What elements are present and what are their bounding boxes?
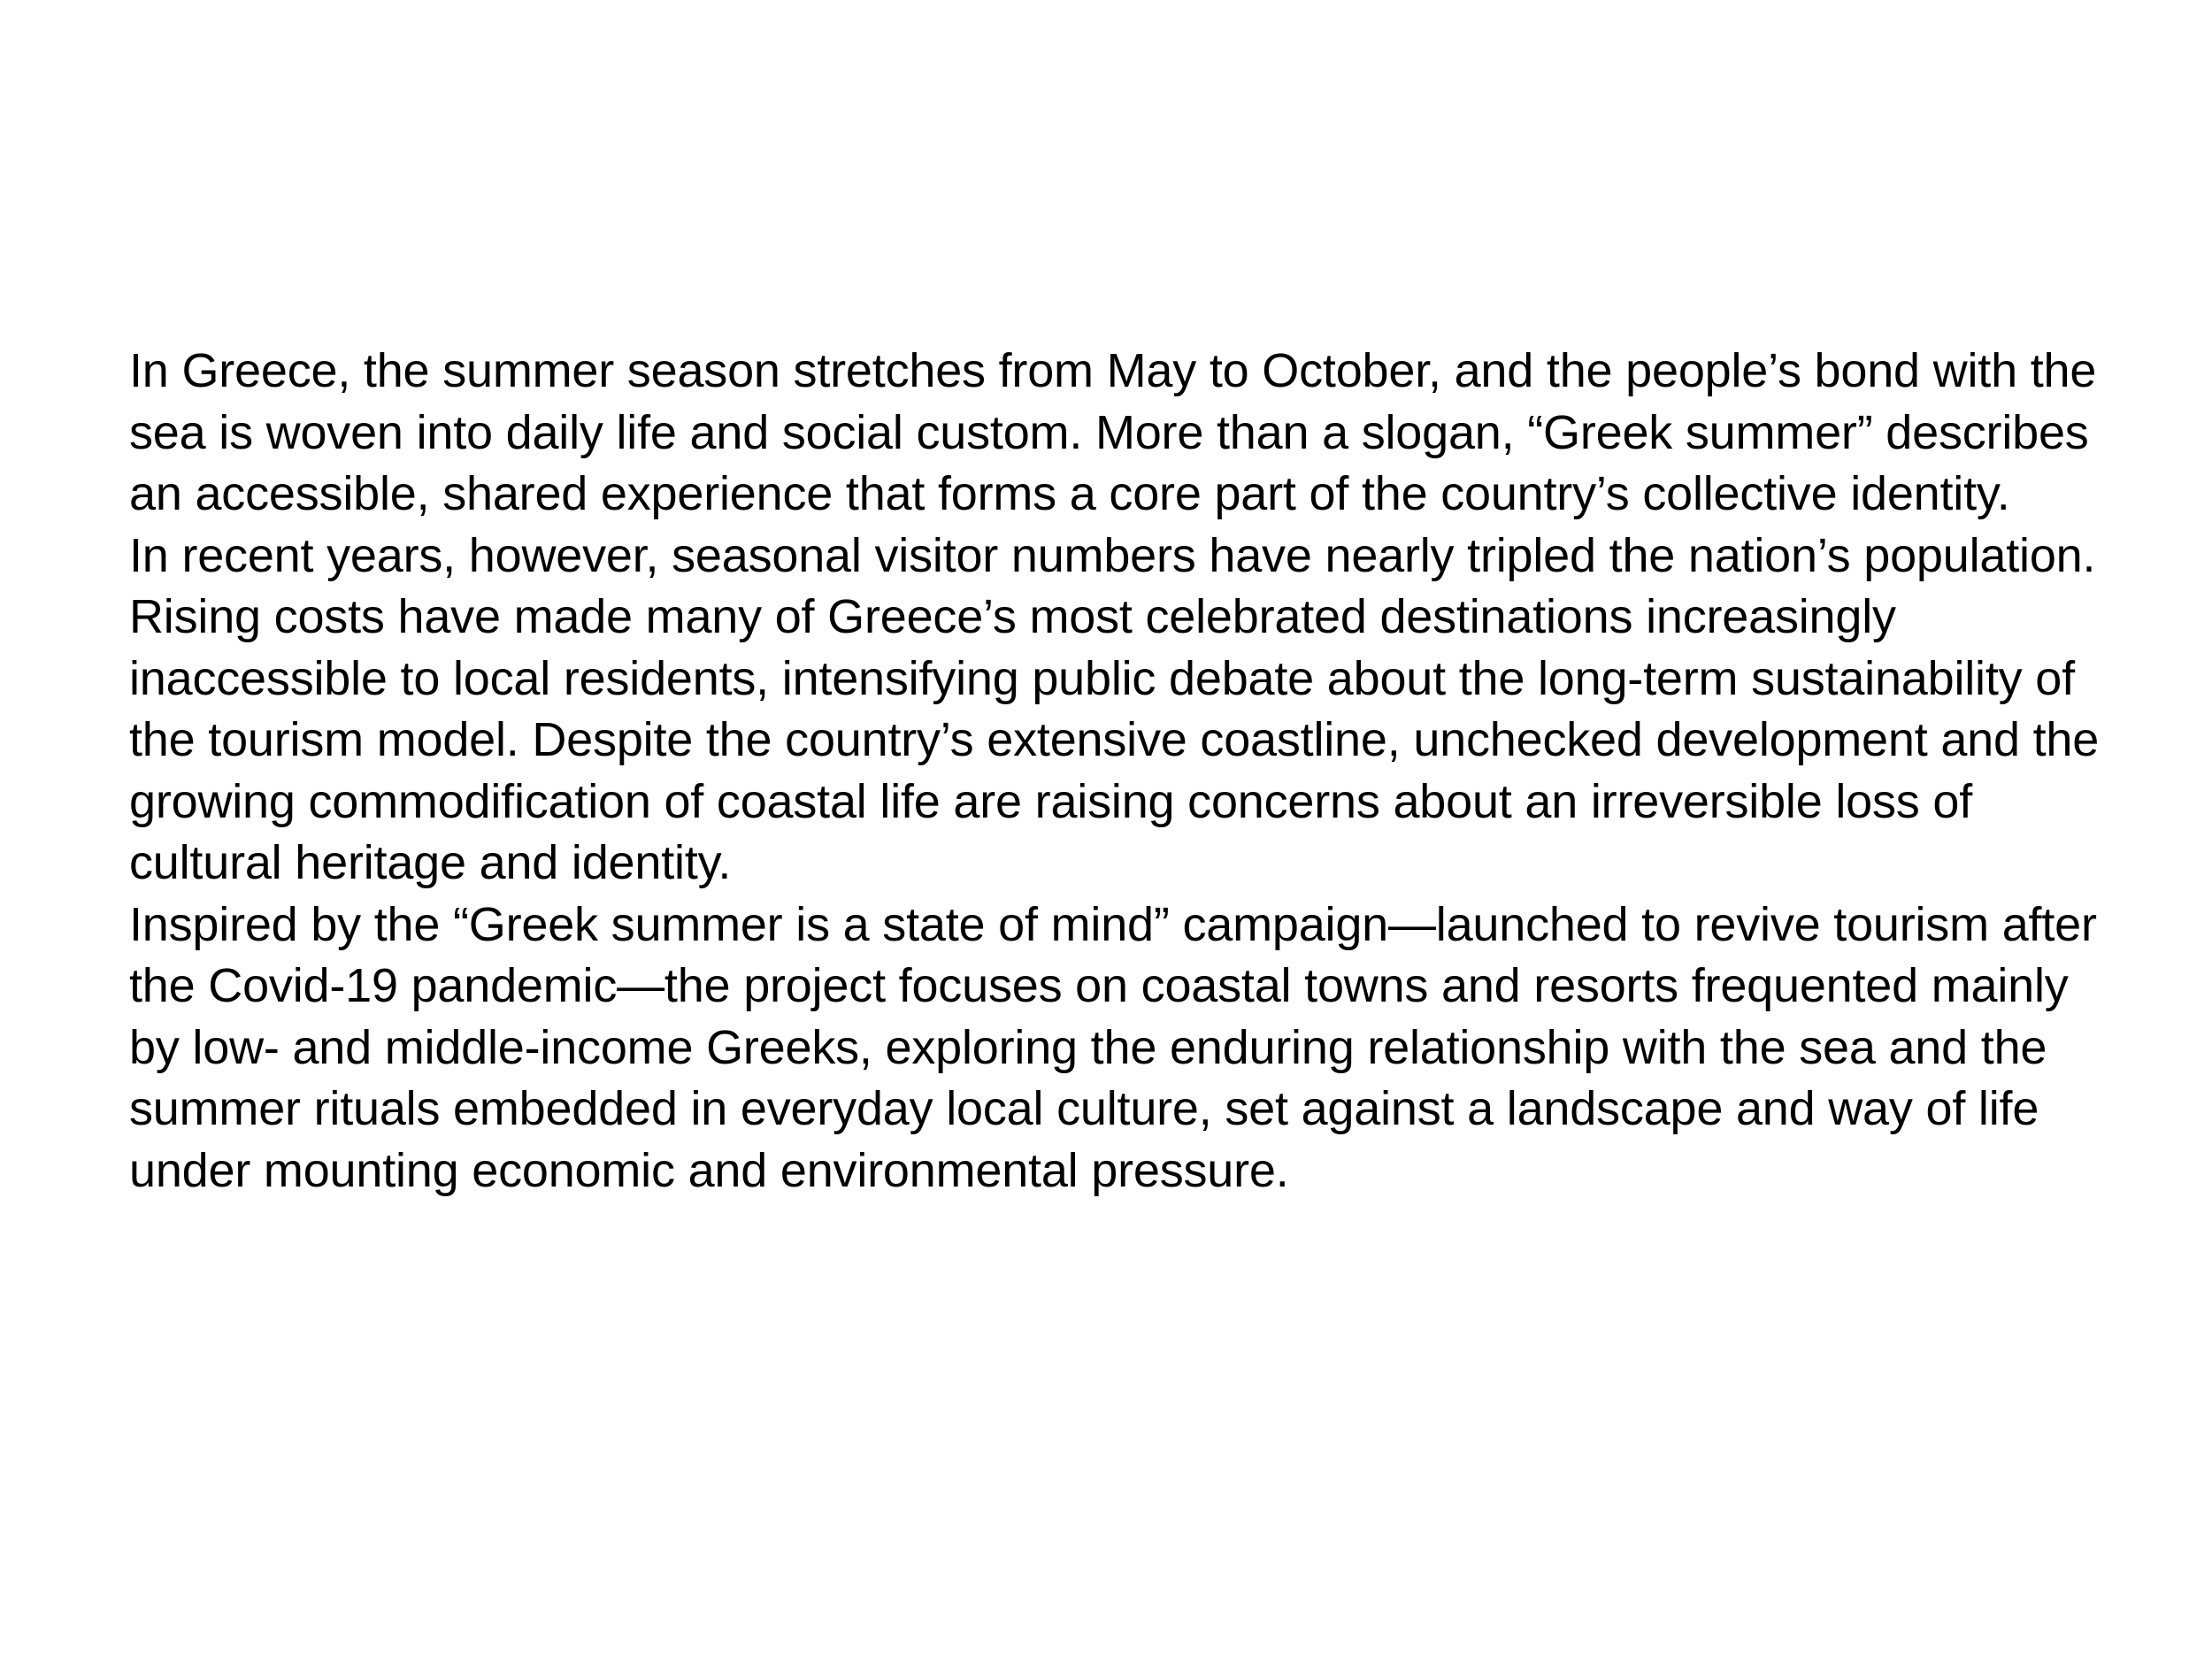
paragraph-intro: In Greece, the summer season stretches from May to October, and the people’s bond with the sea is woven into daily life and social custom. More than a slogan, “Greek summer” describes an accessible, shared experience that forms a core part of the country’s collective identity. — [129, 344, 2097, 520]
paragraph-project-focus: Inspired by the “Greek summer is a state of mind” campaign—launched to revive tourism after the Covid-19 pandemic—the project focuses on coastal towns and resorts frequented mainly by low- and middle-income Greeks, exploring the enduring relationship with the sea and the summer rituals embedded in everyday local culture, set against a landscape and way of life under mounting economic and environmental pressure. — [129, 897, 2097, 1197]
paragraph-tourism-pressure: In recent years, however, seasonal visitor numbers have nearly tripled the nation’s population. Rising costs have made many of Greece’s most celebrated destinations increasingly inaccessible to local residents, intensifying public debate about the long-term sustainability of the tourism model. Despite the country’s extensive coastline, unchecked development and the growing commodification of coastal life are raising concerns about an irreversible loss of cultural heritage and identity. — [129, 528, 2100, 889]
body-text — [129, 341, 2129, 1202]
